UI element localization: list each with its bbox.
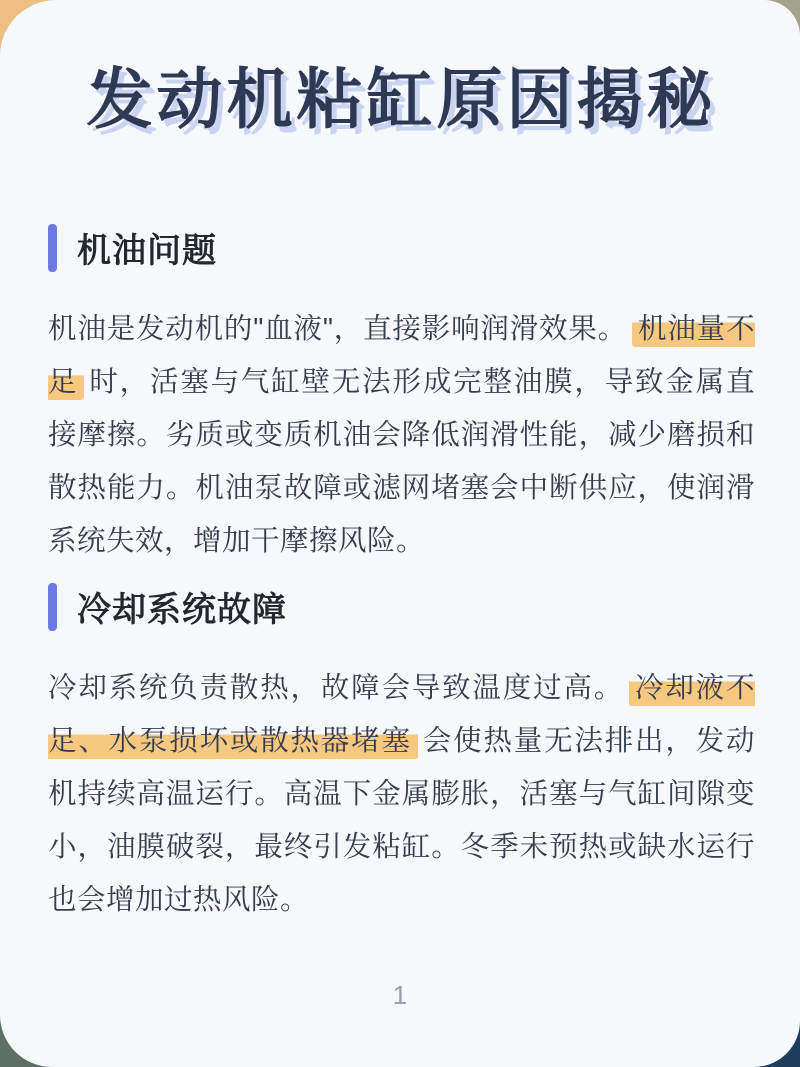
section-heading: 冷却系统故障 (77, 591, 287, 629)
section-paragraph (48, 662, 755, 927)
section-heading-row (48, 582, 755, 631)
page-title: 发动机粘缸原因揭秘 (86, 62, 717, 136)
paragraph-text: 冷却系统负责散热，故障会导致温度过高。 (48, 672, 625, 704)
paragraph-text: 会使热量无法排出，发动机持续高温运行。高温下金属膨胀，活塞与气缸间隙变小，油膜破裂，最终引发粘缸。冬季未预热或缺水运行也会增加过热风险。 (48, 725, 755, 916)
highlighted-text: 机油量不足 (48, 313, 755, 398)
page-number: 1 (392, 980, 408, 1010)
section-cooling-failure (48, 582, 755, 927)
highlighted-text: 冷却液不足、水泵损坏或散热器堵塞 (48, 672, 755, 757)
section-oil-problems (48, 223, 755, 568)
paragraph-text: 时，活塞与气缸壁无法形成完整油膜，导致金属直接摩擦。劣质或变质机油会降低润滑性能，减少磨损和散热能力。机油泵故障或滤网堵塞会中断供应，使润滑系统失效，增加干摩擦风险。 (48, 366, 755, 557)
section-paragraph (48, 303, 755, 568)
paragraph-text: 机油是发动机的"血液"，直接影响润滑效果。 (48, 313, 628, 345)
section-heading-row (48, 223, 755, 272)
accent-bar-icon (48, 583, 57, 631)
accent-bar-icon (48, 224, 57, 272)
section-heading: 机油问题 (77, 232, 217, 270)
